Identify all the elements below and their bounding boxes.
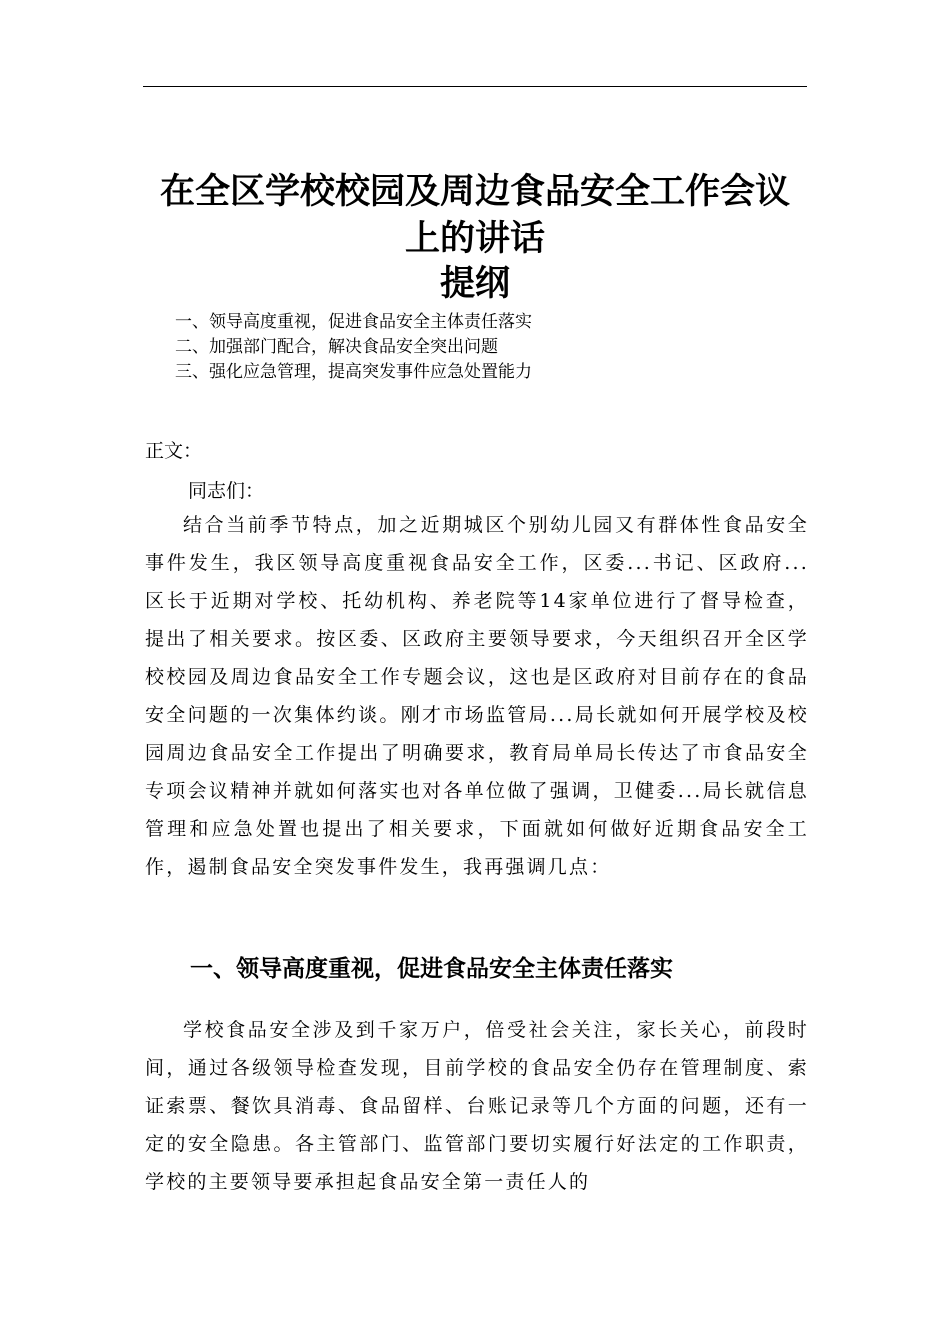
- paragraph-1: 结合当前季节特点，加之近期城区个别幼儿园又有群体性食品安全事件发生，我区领导高度重视食品安全工作，区委...书记、区政府...区长于近期对学校、托幼机构、养老院等14家单位进行了督导检查，提出了相关要求。按区委、区政府主要领导要求，今天组织召开全区学校校园及周边食品安全工作专题会议，这也是区政府对目前存在的食品安全问题的一次集体约谈。刚才市场监管局...局长就如何开展学校及校园周边食品安全工作提出了明确要求，教育局单局长传达了市食品安全专项会议精神并就如何落实也对各单位做了强调，卫健委...局长就信息管理和应急处置也提出了相关要求，下面就如何做好近期食品安全工作，遏制食品安全突发事件发生，我再强调几点：: [145, 514, 809, 878]
- paragraph-2: 学校食品安全涉及到千家万户，倍受社会关注，家长关心，前段时间，通过各级领导检查发现，目前学校的食品安全仍存在管理制度、索证索票、餐饮具消毒、食品留样、台账记录等几个方面的问题，还有一定的安全隐患。各主管部门、监管部门要切实履行好法定的工作职责，学校的主要领导要承担起食品安全第一责任人的: [145, 1019, 809, 1193]
- outline-list: [175, 310, 532, 385]
- outline-item-1: 一、领导高度重视，促进食品安全主体责任落实: [175, 312, 532, 332]
- document-title-line-1: 在全区学校校园及周边食品安全工作会议: [159, 172, 790, 212]
- body-label: 正文：: [145, 440, 203, 462]
- greeting: 同志们：: [188, 480, 265, 502]
- document-title-outline: 提纲: [439, 264, 510, 304]
- header-rule: [143, 86, 807, 87]
- section-1-heading: 一、领导高度重视，促进食品安全主体责任落实: [190, 956, 673, 982]
- outline-item-2: 二、加强部门配合，解决食品安全突出问题: [175, 337, 498, 357]
- document-title-line-2: 上的讲话: [404, 219, 545, 259]
- outline-item-3: 三、强化应急管理，提高突发事件应急处置能力: [175, 362, 532, 382]
